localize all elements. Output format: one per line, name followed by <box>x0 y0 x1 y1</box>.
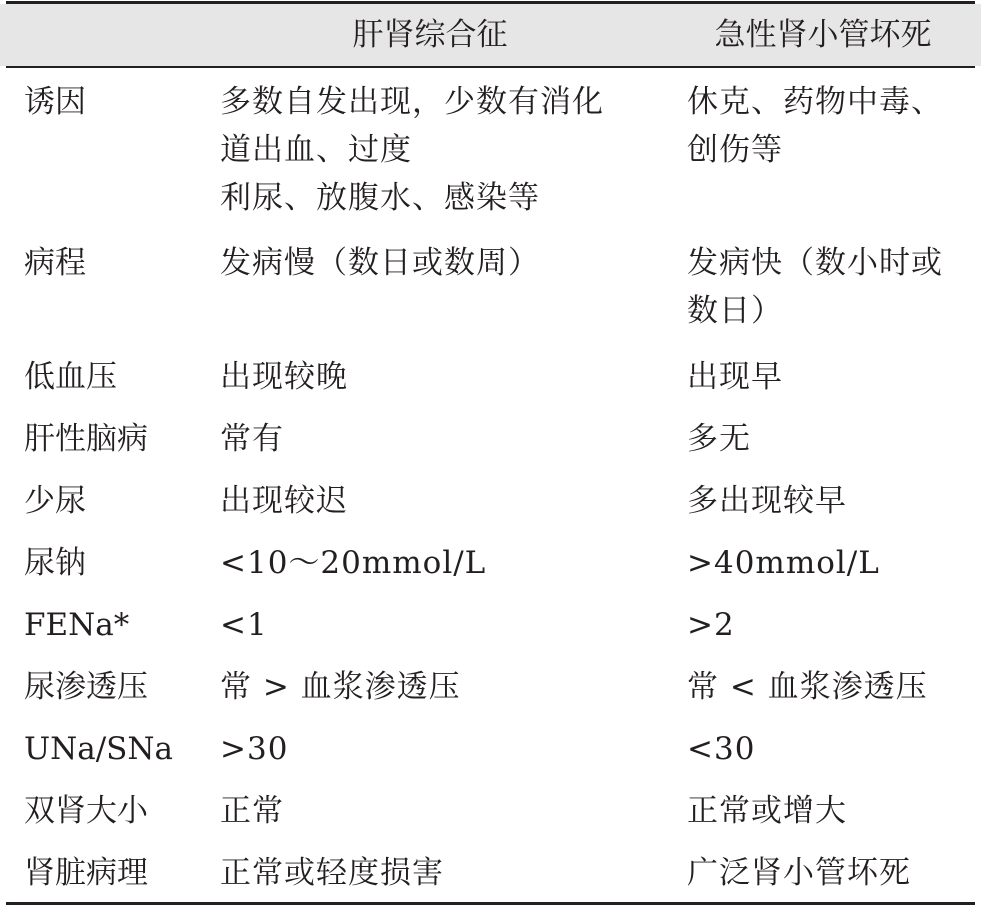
row-label: 肝性脑病 <box>24 421 148 457</box>
row-label: 低血压 <box>24 359 117 395</box>
row-label: 少尿 <box>24 483 86 519</box>
atn-cell: 休克、药物中毒、 创伤等 <box>687 84 943 168</box>
hrs-cell: >30 <box>220 731 289 767</box>
atn-cell: 多无 <box>687 421 751 457</box>
table-header-row <box>0 4 981 66</box>
hrs-cell: 正常 <box>220 793 284 829</box>
row-label: 尿渗透压 <box>24 669 148 705</box>
atn-cell: <30 <box>687 731 756 767</box>
hrs-cell: 出现较迟 <box>220 483 348 519</box>
atn-cell: 常 < 血浆渗透压 <box>687 669 928 705</box>
row-label: 诱因 <box>24 84 86 120</box>
row-label: 肾脏病理 <box>24 855 148 891</box>
atn-cell: 正常或增大 <box>687 793 847 829</box>
row-label: 病程 <box>24 245 86 281</box>
atn-cell: >2 <box>687 607 735 643</box>
header-acute-tubular-necrosis: 急性肾小管坏死 <box>714 17 932 53</box>
hrs-cell: <10～20mmol/L <box>220 545 487 581</box>
hrs-cell: 常 > 血浆渗透压 <box>220 669 461 705</box>
header-rule <box>6 66 975 68</box>
bottom-rule <box>6 902 975 905</box>
row-label: 尿钠 <box>24 545 86 581</box>
hrs-cell: 发病慢（数日或数周） <box>220 245 540 281</box>
top-rule <box>6 1 975 4</box>
hrs-cell: <1 <box>220 607 268 643</box>
atn-cell: 出现早 <box>687 359 783 395</box>
atn-cell: 广泛肾小管坏死 <box>687 855 911 891</box>
header-hepatorenal-syndrome: 肝肾综合征 <box>352 17 508 53</box>
row-label: FENa* <box>24 607 130 643</box>
hrs-cell: 正常或轻度损害 <box>220 855 444 891</box>
hrs-cell: 出现较晚 <box>220 359 348 395</box>
row-label: UNa/SNa <box>24 731 174 767</box>
row-label: 双肾大小 <box>24 793 148 829</box>
atn-cell: 发病快（数小时或 数日） <box>687 245 943 329</box>
atn-cell: 多出现较早 <box>687 483 847 519</box>
atn-cell: >40mmol/L <box>687 545 880 581</box>
hrs-cell: 多数自发出现，少数有消化 道出血、过度 利尿、放腹水、感染等 <box>220 84 604 216</box>
hrs-cell: 常有 <box>220 421 284 457</box>
